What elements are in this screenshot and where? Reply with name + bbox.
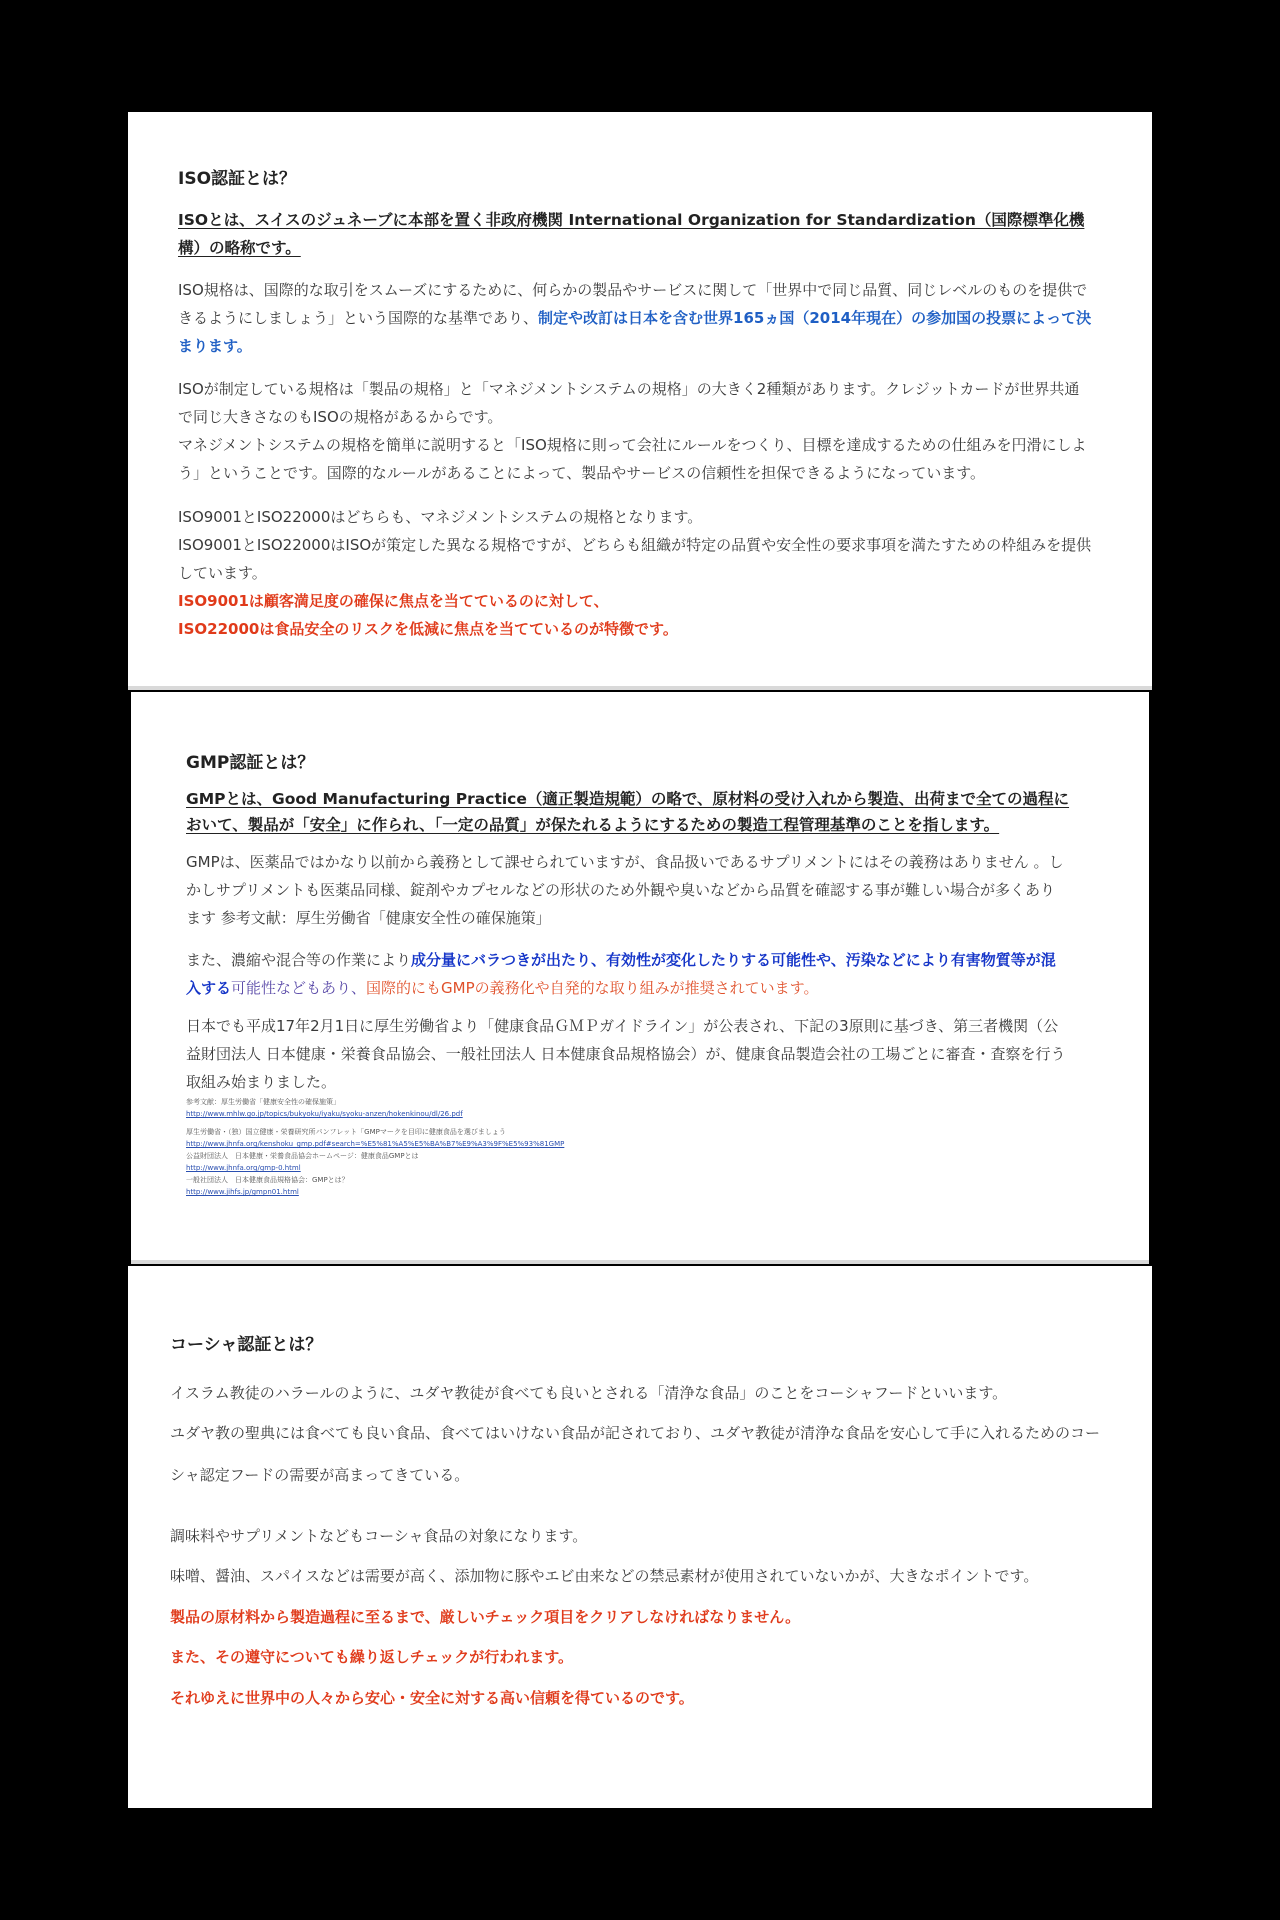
iso-p1-highlight: 制定や改訂は日本を含む世界165ヵ国（2014年現在）の参加国の投票によって決まります。 xyxy=(178,309,1092,355)
gmp-title: GMP認証とは？ xyxy=(186,753,315,773)
iso-p3-red-1: ISO9001は顧客満足度の確保に焦点を当てているのに対して、 xyxy=(178,592,609,610)
iso-paragraph-1 xyxy=(178,276,1093,360)
ref-link[interactable] xyxy=(186,1186,1066,1198)
ref-label: 公益財団法人 日本健康・栄養食品協会ホームページ：健康食品GMPとは xyxy=(186,1152,419,1160)
iso-lead: ISOとは、スイスのジュネーブに本部を置く非政府機関 International Organization for Standardization（国際標準化機構）の略称です。 xyxy=(178,211,1085,257)
ref-label: 参考文献：厚生労働省「健康安全性の確保施策」 xyxy=(186,1098,340,1106)
gmp-paragraph-1: GMPは、医薬品ではかなり以前から義務として課せられていますが、食品扱いであるサプリメントにはその義務はありません 。しかしサプリメントも医薬品同様、錠剤やカプセルなどの形状のため外観や臭いなどから品質を確認する事が難しい場合が多くあります 参考文献：厚生労働省「健康安全性の確保施策」 xyxy=(186,853,1064,927)
iso-p3-text-a: ISO9001とISO22000はどちらも、マネジメントシステムの規格となります。 xyxy=(178,508,703,526)
iso-paragraph-3 xyxy=(178,503,1093,643)
gmp-p2-orange: 国際的にもGMPの義務化や自発的な取り組みが推奨されています。 xyxy=(366,979,819,997)
ref-link[interactable] xyxy=(186,1108,1066,1120)
iso-p2-text-b: マネジメントシステムの規格を簡単に説明すると「ISO規格に則って会社にルールをつくり、目標を達成するための仕組みを円滑にしよう」ということです。国際的なルールがあることによって、製品やサービスの信頼性を担保できるようになっています。 xyxy=(178,436,1087,482)
iso-p1-text: ISO規格は、国際的な取引をスムーズにするために、何らかの製品やサービスに関して「世界中で同じ品質、同じレベルのものを提供できるようにしましょう」という国際的な基準であり、 xyxy=(178,281,1088,327)
ref-label: 一般社団法人 日本健康食品規格協会：GMPとは？ xyxy=(186,1176,349,1184)
gmp-lead: GMPとは、Good Manufacturing Practice（適正製造規範）の略で、原材料の受け入れから製造、出荷まで全ての過程において、製品が「安全」に作られ、「一定の品質」が保たれるようにするための製造工程管理基準のことを指します。 xyxy=(186,790,1070,834)
kosher-paragraph-4: 味噌、醤油、スパイスなどは需要が高く、添加物に豚やエビ由来などの禁忌素材が使用されていないかが、大きなポイントです。 xyxy=(170,1567,1039,1585)
gmp-p2-text-c: 可能性などもあり、 xyxy=(231,979,367,997)
gmp-section xyxy=(131,692,1149,1264)
ref-link-anchor[interactable]: http://www.mhlw.go.jp/topics/bukyoku/iyaku/syoku-anzen/hokenkinou/dl/26.pdf xyxy=(186,1110,463,1118)
ref-link[interactable] xyxy=(186,1162,1066,1174)
kosher-red-1: 製品の原材料から製造過程に至るまで、厳しいチェック項目をクリアしなければなりません。 xyxy=(170,1608,801,1626)
kosher-section xyxy=(128,1266,1152,1808)
ref-link[interactable] xyxy=(186,1138,1066,1150)
kosher-paragraph-2: ユダヤ教の聖典には食べても良い食品、食べてはいけない食品が記されており、ユダヤ教徒が清浄な食品を安心して手に入れるためのコーシャ認定フードの需要が高まってきている。 xyxy=(170,1424,1101,1484)
gmp-paragraph-2 xyxy=(186,946,1066,1002)
ref-link-anchor[interactable]: http://www.jhnfa.org/kenshoku_gmp.pdf#search=%E5%81%A5%E5%BA%B7%E9%A3%9F%E5%93%81GMP xyxy=(186,1140,565,1148)
iso-section xyxy=(128,112,1152,690)
gmp-p2-highlight: 成分量にバラつきが出たり、有効性が変化したりする可能性や、汚染などにより有害物質等が混入する xyxy=(186,951,1056,997)
iso-p3-red-2: ISO22000は食品安全のリスクを低減に焦点を当てているのが特徴です。 xyxy=(178,620,678,638)
gmp-paragraph-3: 日本でも平成17年2月1日に厚生労働省より「健康食品ＧＭＰガイドライン」が公表され、下記の3原則に基づき、第三者機関（公益財団法人 日本健康・栄養食品協会、一般社団法人 日本健康食品規格協会）が、健康食品製造会社の工場ごとに審査・査察を行う取組み始まりました。 xyxy=(186,1017,1066,1091)
kosher-paragraph-3: 調味料やサプリメントなどもコーシャ食品の対象になります。 xyxy=(170,1527,588,1545)
iso-p3-text-b: ISO9001とISO22000はISOが策定した異なる規格ですが、どちらも組織が特定の品質や安全性の要求事項を満たすための枠組みを提供しています。 xyxy=(178,536,1092,582)
kosher-red-2: また、その遵守についても繰り返しチェックが行われます。 xyxy=(170,1648,574,1666)
gmp-references xyxy=(186,1096,1066,1198)
kosher-red-3: それゆえに世界中の人々から安心・安全に対する高い信頼を得ているのです。 xyxy=(170,1689,694,1707)
gmp-p2-text-a: また、濃縮や混合等の作業により xyxy=(186,951,412,969)
ref-link-anchor[interactable]: http://www.jihfs.jp/gmpn01.html xyxy=(186,1188,299,1196)
kosher-paragraph-1: イスラム教徒のハラールのように、ユダヤ教徒が食べても良いとされる「清浄な食品」のことをコーシャフードといいます。 xyxy=(170,1384,1008,1402)
iso-p2-text-a: ISOが制定している規格は「製品の規格」と「マネジメントシステムの規格」の大きく2種類があります。クレジットカードが世界共通で同じ大きさなのもISOの規格があるからです。 xyxy=(178,380,1080,426)
ref-link-anchor[interactable]: http://www.jhnfa.org/gmp-0.html xyxy=(186,1164,301,1172)
kosher-title: コーシャ認証とは？ xyxy=(170,1335,323,1355)
iso-paragraph-2 xyxy=(178,375,1093,487)
iso-title: ISO認証とは？ xyxy=(178,169,297,189)
ref-label: 厚生労働省・（独）国立健康・栄養研究所パンフレット「GMPマークを目印に健康食品を選びましょう xyxy=(186,1128,506,1136)
